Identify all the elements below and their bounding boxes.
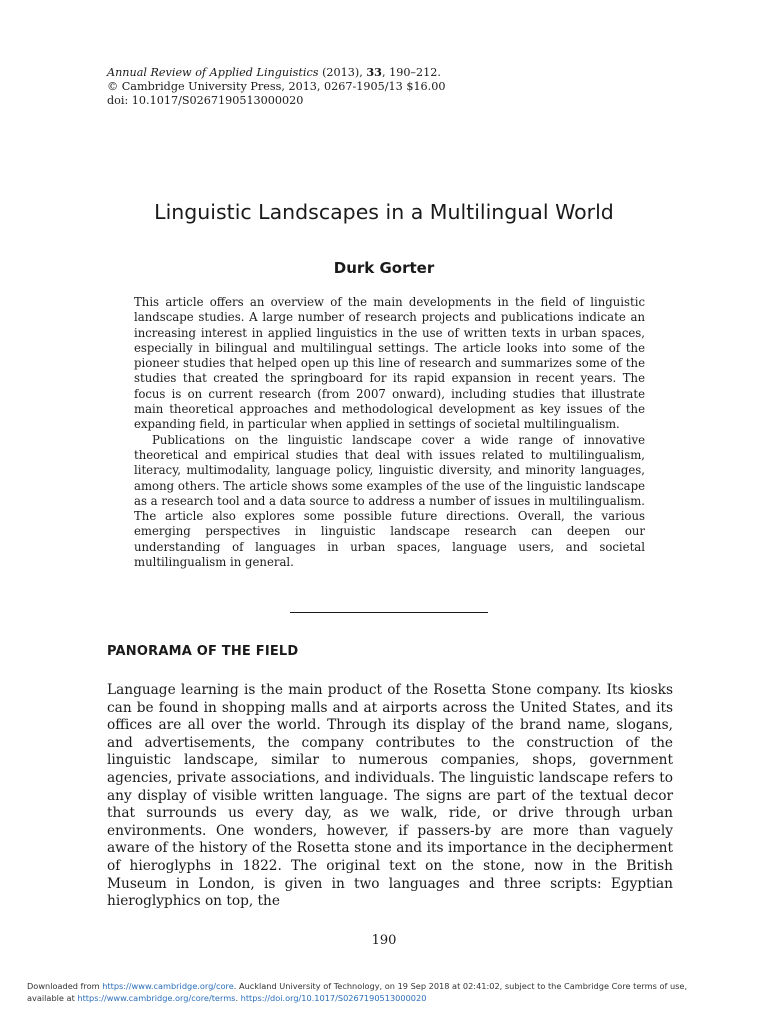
section-divider — [290, 612, 488, 613]
citation-header — [107, 65, 667, 108]
doi-link[interactable]: https://doi.org/10.1017/S0267190513000020 — [240, 993, 427, 1003]
citation-pages: , 190–212. — [381, 66, 441, 79]
page-number: 190 — [371, 933, 397, 948]
article-author: Durk Gorter — [333, 259, 435, 277]
footer-dot: . — [235, 993, 241, 1003]
download-footer — [27, 980, 757, 1004]
body-paragraph: Language learning is the main product of the Rosetta Stone company. Its kiosks can be found in shopping malls and at airports across the United States, and its offices are all over the world. Through its display of the brand name, slogans, and advertisements, the company contributes to the construction of the linguistic landscape, similar to numerous companies, shops, government agencies, private associations, and individuals. The linguistic landscape refers to any display of visible written language. The signs are part of the textual decor that surrounds us every day, as we walk, ride, or drive through urban environments. One wonders, however, if passers-by are more than vaguely aware of the history of the Rosetta stone and its importance in the decipherment of hieroglyphs in 1822. The original text on the stone, now in the British Museum in London, is given in two languages and three scripts: Egyptian hieroglyphics on top, the — [107, 682, 673, 910]
abstract-paragraph-1: This article offers an overview of the main developments in the field of linguistic landscape studies. A large number of research projects and publications indicate an increasing interest in applied linguistics in the use of written texts in urban spaces, especially in bilingual and multilingual settings. The article looks into some of the pioneer studies that helped open up this line of research and summarizes some of the studies that created the springboard for its rapid expansion in recent years. The focus is on current research (from 2007 onward), including studies that illustrate main theoretical approaches and methodological development as key issues of the expanding field, in particular when applied in settings of societal multilingualism. — [134, 295, 645, 432]
journal-name: Annual Review of Applied Linguistics — [107, 66, 319, 79]
footer-line-2 — [27, 992, 757, 1004]
copyright-line: © Cambridge University Press, 2013, 0267-1905/13 $16.00 — [107, 80, 446, 93]
abstract — [134, 295, 645, 570]
citation-volume: 33 — [366, 65, 382, 79]
footer-middle: . Auckland University of Technology, on 19 Sep 2018 at 02:41:02, subject to the Cambridge Core terms of use, — [233, 981, 688, 991]
article-title: Linguistic Landscapes in a Multilingual World — [154, 200, 614, 224]
cambridge-core-link[interactable]: https://www.cambridge.org/core — [102, 981, 234, 991]
terms-link[interactable]: https://www.cambridge.org/core/terms — [77, 993, 236, 1003]
footer-prefix: Downloaded from — [27, 981, 103, 991]
citation-year: (2013), — [318, 66, 367, 79]
footer-available: available at — [27, 993, 78, 1003]
citation-line — [107, 65, 667, 80]
section-heading: PANORAMA OF THE FIELD — [107, 644, 299, 659]
doi-line: doi: 10.1017/S0267190513000020 — [107, 94, 304, 107]
abstract-paragraph-2: Publications on the linguistic landscape cover a wide range of innovative theoretical and empirical studies that deal with issues related to multilingualism, literacy, multimodality, language policy, linguistic diversity, and minority languages, among others. The article shows some examples of the use of the linguistic landscape as a research tool and a data source to address a number of issues in multilingualism. The article also explores some possible future directions. Overall, the various emerging perspectives in linguistic landscape research can deepen our understanding of languages in urban spaces, language users, and societal multilingualism in general. — [134, 432, 645, 570]
footer-line-1 — [27, 980, 757, 992]
